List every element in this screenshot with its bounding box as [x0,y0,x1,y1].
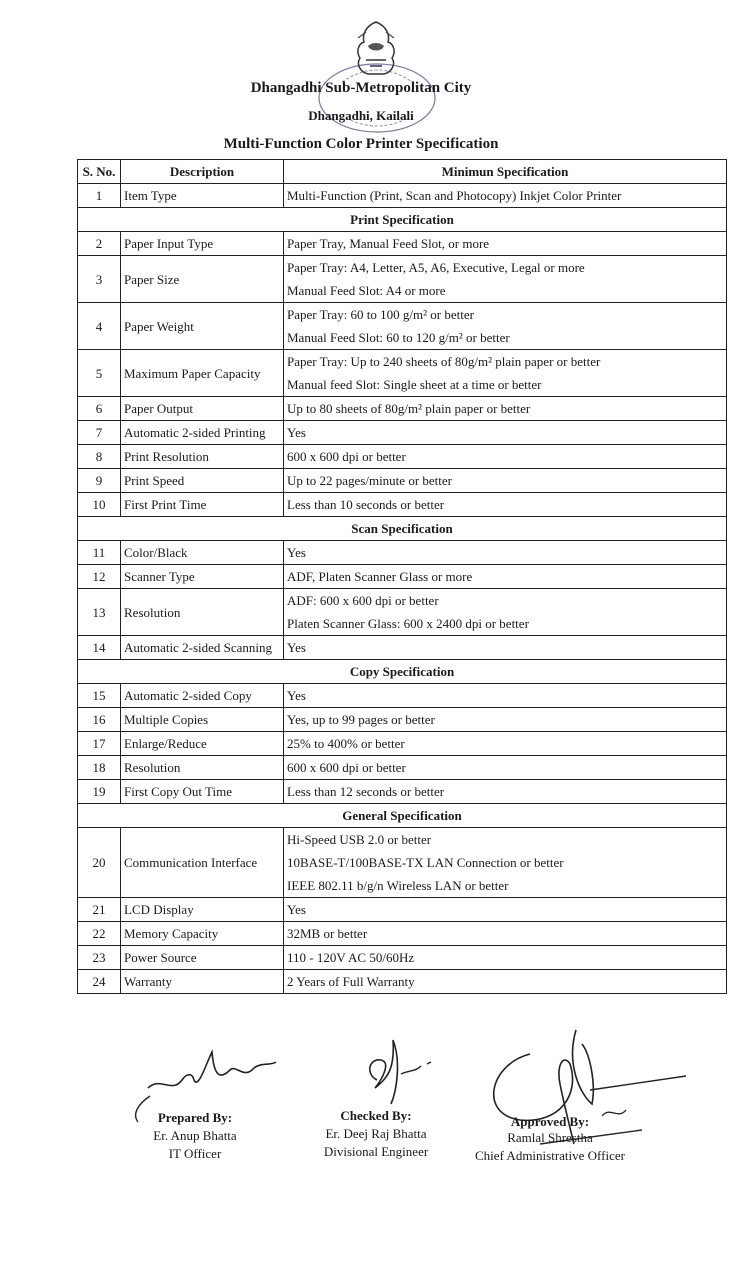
table-row [78,756,727,780]
table-row [78,946,727,970]
section-heading: Copy Specification [78,660,727,684]
specification-line: 10BASE-T/100BASE-TX LAN Connection or better [287,855,564,870]
row-serial-number: 4 [78,303,121,350]
header-sno: S. No. [78,160,121,184]
row-serial-number: 7 [78,421,121,445]
section-heading: General Specification [78,804,727,828]
row-specification [284,565,727,589]
specification-line: Paper Tray: A4, Letter, A5, A6, Executive, Legal or more [287,260,585,275]
specification-line: 110 - 120V AC 50/60Hz [287,950,415,965]
specification-line: Up to 22 pages/minute or better [287,473,452,488]
row-description: Automatic 2-sided Copy [121,684,284,708]
checked-by-block [300,1108,452,1160]
row-specification [284,922,727,946]
row-description: Automatic 2-sided Printing [121,421,284,445]
table-row [78,493,727,517]
table-row [78,708,727,732]
row-specification [284,493,727,517]
row-serial-number: 21 [78,898,121,922]
table-row [78,421,727,445]
specification-line: Paper Tray, Manual Feed Slot, or more [287,236,490,251]
row-serial-number: 14 [78,636,121,660]
row-serial-number: 10 [78,493,121,517]
table-row [78,469,727,493]
row-serial-number: 11 [78,541,121,565]
checked-by-name: Er. Deej Raj Bhatta [325,1126,427,1141]
row-specification [284,828,727,898]
row-description: Color/Black [121,541,284,565]
row-specification [284,970,727,994]
table-row [78,636,727,660]
specification-line: 600 x 600 dpi or better [287,760,406,775]
row-serial-number: 5 [78,350,121,397]
table-row [78,732,727,756]
row-serial-number: 12 [78,565,121,589]
checked-by-label: Checked By: [340,1108,412,1123]
row-serial-number: 22 [78,922,121,946]
row-specification [284,232,727,256]
table-row [78,970,727,994]
table-row [78,898,727,922]
document-title: Multi-Function Color Printer Specification [223,136,499,152]
table-row [78,828,727,898]
table-row [78,684,727,708]
approved-by-title: Chief Administrative Officer [475,1148,625,1163]
row-specification [284,469,727,493]
row-specification [284,303,727,350]
prepared-by-label: Prepared By: [157,1110,233,1125]
row-serial-number: 19 [78,780,121,804]
row-description: Print Resolution [121,445,284,469]
table-row [78,589,727,636]
section-row [78,804,727,828]
row-serial-number: 24 [78,970,121,994]
specification-line: Yes, up to 99 pages or better [287,712,435,727]
specification-line: Platen Scanner Glass: 600 x 2400 dpi or better [287,616,529,631]
specification-line: Yes [287,640,306,655]
table-row [78,445,727,469]
row-specification [284,397,727,421]
specification-line: Less than 12 seconds or better [287,784,445,799]
table-row [78,922,727,946]
organization-location: Dhangadhi, Kailali [308,108,414,123]
table-row [78,350,727,397]
row-specification [284,184,727,208]
specification-line: Multi-Function (Print, Scan and Photocopy) Inkjet Color Printer [287,188,622,203]
row-description: First Print Time [121,493,284,517]
row-serial-number: 9 [78,469,121,493]
row-specification [284,898,727,922]
row-serial-number: 1 [78,184,121,208]
prepared-by-name: Er. Anup Bhatta [153,1128,237,1143]
row-description: Paper Weight [121,303,284,350]
row-specification [284,350,727,397]
section-row [78,208,727,232]
row-serial-number: 16 [78,708,121,732]
row-specification [284,756,727,780]
specification-line: Manual Feed Slot: A4 or more [287,283,446,298]
table-row [78,541,727,565]
approved-by-label: Approved By: [510,1114,590,1129]
prepared-by-title: IT Officer [168,1146,222,1161]
row-description: LCD Display [121,898,284,922]
row-description: Memory Capacity [121,922,284,946]
row-description: Print Speed [121,469,284,493]
row-specification [284,589,727,636]
specification-line: ADF, Platen Scanner Glass or more [287,569,473,584]
header-description: Description [121,160,284,184]
document-header [0,0,750,160]
specification-table [77,159,727,994]
row-specification [284,732,727,756]
table-row [78,780,727,804]
table-row [78,303,727,350]
row-description: Paper Size [121,256,284,303]
checked-by-signature [335,1030,455,1110]
section-row [78,660,727,684]
row-specification [284,636,727,660]
table-row [78,256,727,303]
row-serial-number: 17 [78,732,121,756]
specification-line: Up to 80 sheets of 80g/m² plain paper or better [287,401,531,416]
specification-line: IEEE 802.11 b/g/n Wireless LAN or better [287,878,509,893]
section-row [78,517,727,541]
row-serial-number: 6 [78,397,121,421]
row-specification [284,684,727,708]
row-description: Item Type [121,184,284,208]
section-heading: Scan Specification [78,517,727,541]
specification-line: 25% to 400% or better [287,736,405,751]
table-row [78,184,727,208]
row-serial-number: 3 [78,256,121,303]
row-specification [284,256,727,303]
row-description: Resolution [121,589,284,636]
specification-table-body [78,184,727,994]
row-description: Communication Interface [121,828,284,898]
row-description: Resolution [121,756,284,780]
header-specification: Minimun Specification [284,160,727,184]
specification-line: Yes [287,545,306,560]
specification-line: ADF: 600 x 600 dpi or better [287,593,439,608]
row-description: Paper Output [121,397,284,421]
table-row [78,397,727,421]
row-serial-number: 23 [78,946,121,970]
row-description: Power Source [121,946,284,970]
row-description: Paper Input Type [121,232,284,256]
specification-line: Paper Tray: Up to 240 sheets of 80g/m² plain paper or better [287,354,601,369]
row-description: Multiple Copies [121,708,284,732]
table-row [78,232,727,256]
approved-by-name: Ramlal Shrestha [507,1130,593,1145]
row-specification [284,445,727,469]
prepared-by-block [120,1110,270,1162]
specification-line: Hi-Speed USB 2.0 or better [287,832,432,847]
table-row [78,565,727,589]
organization-name: Dhangadhi Sub-Metropolitan City [250,80,472,96]
row-description: Enlarge/Reduce [121,732,284,756]
specification-line: 32MB or better [287,926,368,941]
row-description: Warranty [121,970,284,994]
specification-line: Paper Tray: 60 to 100 g/m² or better [287,307,474,322]
row-description: Maximum Paper Capacity [121,350,284,397]
row-serial-number: 15 [78,684,121,708]
row-specification [284,541,727,565]
row-description: First Copy Out Time [121,780,284,804]
row-serial-number: 2 [78,232,121,256]
row-specification [284,946,727,970]
specification-line: 600 x 600 dpi or better [287,449,406,464]
row-specification [284,780,727,804]
specification-line: Less than 10 seconds or better [287,497,445,512]
row-serial-number: 13 [78,589,121,636]
row-serial-number: 18 [78,756,121,780]
row-serial-number: 20 [78,828,121,898]
specification-line: Yes [287,425,306,440]
checked-by-title: Divisional Engineer [323,1144,429,1159]
row-serial-number: 8 [78,445,121,469]
specification-line: Manual Feed Slot: 60 to 120 g/m² or better [287,330,510,345]
approved-by-block [470,1114,630,1164]
row-specification [284,421,727,445]
specification-line: Yes [287,688,306,703]
specification-line: Yes [287,902,306,917]
row-description: Automatic 2-sided Scanning [121,636,284,660]
row-specification [284,708,727,732]
specification-line: Manual feed Slot: Single sheet at a time or better [287,377,542,392]
section-heading: Print Specification [78,208,727,232]
specification-line: 2 Years of Full Warranty [287,974,415,989]
row-description: Scanner Type [121,565,284,589]
table-header-row [78,160,727,184]
